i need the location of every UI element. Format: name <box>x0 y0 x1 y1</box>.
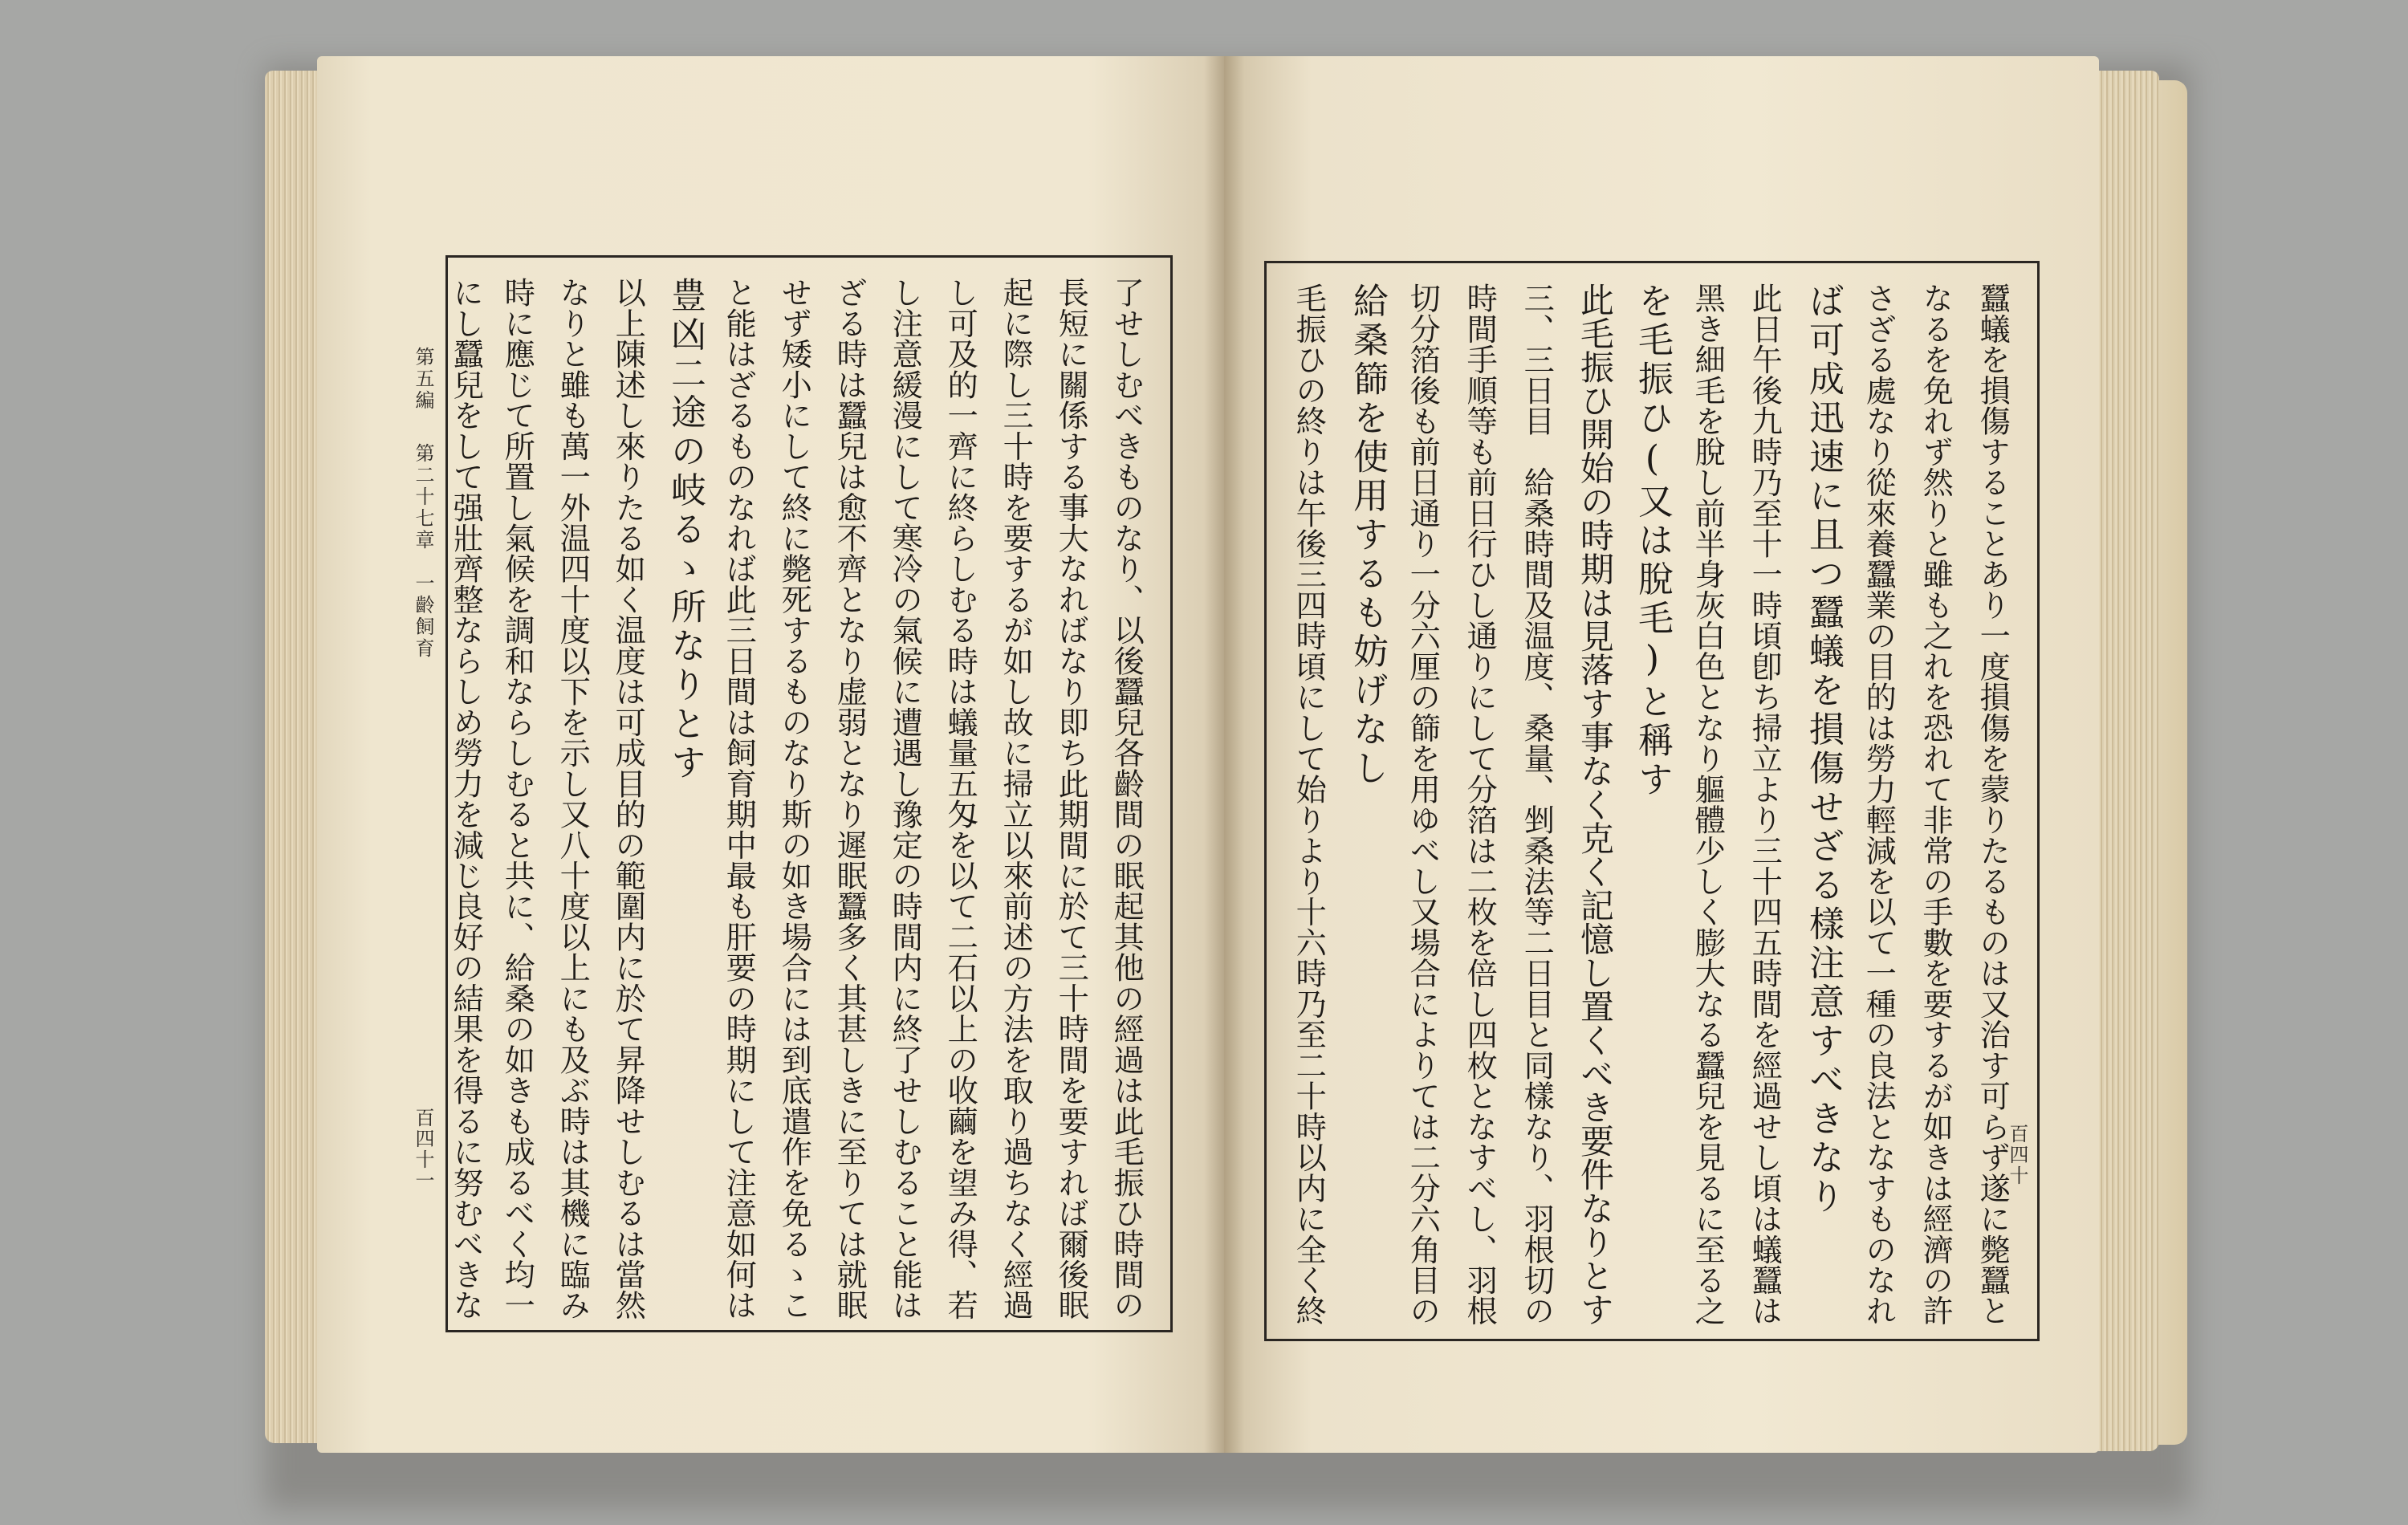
left-col-12: 時に應じて所置し氣候を調和ならしむると共に、給桑の如きも成るべく均一 <box>498 277 535 1320</box>
right-col-7: を毛振ひ(又は脫毛)と稱す <box>1632 283 1673 800</box>
left-col-3: 起に際し三十時を要するが如し故に掃立以來前述の方法を取り過ちなく經過 <box>997 277 1033 1320</box>
left-col-10: 以上陳述し來りたる如く温度は可成目的の範圍内に於て昇降せしむるは當然 <box>609 277 645 1320</box>
left-col-5: し注意緩漫にして寒冷の氣候に遭遇し豫定の時間内に終了せしむること能は <box>886 277 922 1320</box>
left-col-1: 了せしむべきものなり、以後蠶兒各齡間の眠起其他の經過は此毛振ひ時間の <box>1108 277 1144 1320</box>
book-gutter <box>1204 56 1244 1453</box>
right-col-8: 此毛振ひ開始の時期は見落す事なく克く記憶し置くべき要件なりとす <box>1574 283 1614 1326</box>
right-col-2: なるを免れず然りと雖も之れを恐れて非常の手數を要するが如きは經濟の許 <box>1917 283 1953 1326</box>
right-col-3: さざる處なり從來養蠶業の目的は勞力輕減を以て一種の良法となすものなれ <box>1860 283 1896 1326</box>
right-col-5: 此日午後九時乃至十一時頃卽ち掃立より三十四五時間を經過せし頃は蟻蠶は <box>1746 283 1782 1326</box>
right-col-12: 給桑篩を使用するも妨げなし <box>1347 283 1388 789</box>
left-col-8: と能はざるものなれば此三日間は飼育期中最も肝要の時期にして注意如何は <box>720 277 756 1320</box>
right-col-6: 黑き細毛を脫し前半身灰白色となり軀體少しく膨大なる蠶兒を見るに至る之 <box>1689 283 1725 1326</box>
left-page-number: 百四十一 <box>412 1108 434 1191</box>
left-col-2: 長短に關係する事大なればなり即ち此期間に於て三十時間を要すれば爾後眠 <box>1052 277 1088 1320</box>
running-head-chapter: 第二十七章 <box>412 443 434 551</box>
right-col-13: 毛振ひの終りは午後三四時頃にして始りより十六時乃至二十時以内に全く終 <box>1290 283 1326 1326</box>
running-head-part: 第五編 <box>412 347 434 412</box>
left-col-13: にし蠶兒をして强壯齊整ならしめ勞力を減じ良好の結果を得るに努むべきな <box>447 277 483 1320</box>
running-head-section: 一齡飼育 <box>412 573 434 660</box>
left-col-7: せず矮小にして終に斃死するものなり斯の如き場合には到底遣作を免るゝこ <box>775 277 811 1320</box>
right-col-1: 蠶蟻を損傷することあり一度損傷を蒙りたるものは又治す可らず遂に斃蠶と <box>1974 283 2010 1326</box>
right-col-11: 切分箔後も前日通り一分六厘の篩を用ゆべし又場合によりては二分六角目の <box>1404 283 1440 1326</box>
right-col-4: ば可成迅速に且つ蠶蟻を損傷せざる樣注意すべきなり <box>1803 283 1844 1217</box>
left-col-9: 豊凶二途の岐るゝ所なりとす <box>665 277 706 783</box>
right-col-10: 時間手順等も前日行ひし通りにして分箔は二枚を倍し四枚となすべし、羽根 <box>1461 283 1497 1326</box>
left-col-11: なりと雖も萬一外温四十度以下を示し又八十度以上にも及ぶ時は其機に臨み <box>554 277 590 1320</box>
left-col-4: し可及的一齊に終らしむる時は蟻量五匁を以て二石以上の收繭を望み得、若 <box>942 277 978 1320</box>
right-page-number: 百四十 <box>2006 1124 2028 1186</box>
left-col-6: ざる時は蠶兒は愈不齊となり虚弱となり遲眠蠶多く其甚しきに至りては就眠 <box>831 277 867 1320</box>
right-col-9: 三、三日目 給桑時間及温度、桑量、剉桑法等二日目と同樣なり、羽根切の <box>1518 283 1554 1326</box>
